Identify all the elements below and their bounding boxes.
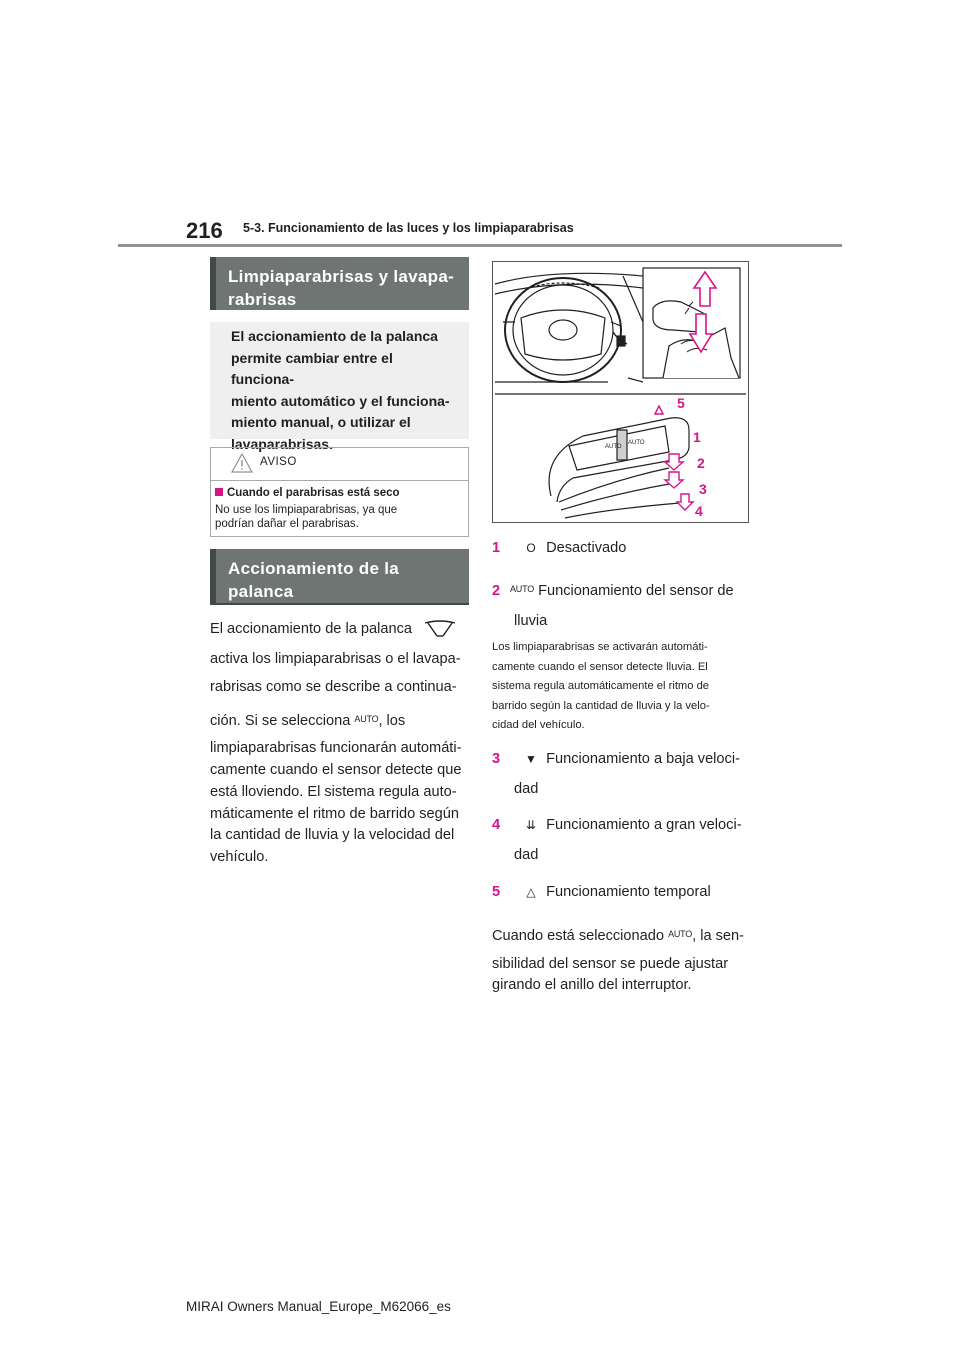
summary-line: lavaparabrisas. <box>231 435 333 452</box>
heading-lever-operation <box>210 549 469 624</box>
callout-3: 3 <box>699 481 707 497</box>
closing-text-segment: , la sen- <box>692 928 745 944</box>
summary-line: miento manual, o utilizar el <box>231 414 411 430</box>
page-number: 216 <box>186 218 223 243</box>
list-item <box>492 751 740 767</box>
warning-text-line: No use los limpiaparabrisas, ya que <box>215 504 398 516</box>
item-number: 1 <box>492 540 501 556</box>
summary-line: El accionamiento de la palanca <box>231 328 438 344</box>
item-text: Funcionamiento del sensor de <box>538 583 734 599</box>
heading-wipers-washers <box>210 257 469 310</box>
item-number: 3 <box>492 751 501 767</box>
heading-line: Limpiaparabrisas y lavapa- <box>228 267 455 286</box>
callout-2: 2 <box>697 455 705 471</box>
warning-text-line: podrían dañar el parabrisas. <box>215 518 359 530</box>
closing-line: sibilidad del sensor se puede ajustar <box>492 956 729 972</box>
item-continuation: lluvia <box>514 613 548 629</box>
summary-line: permite cambiar entre el funciona- <box>231 349 393 387</box>
item-continuation: dad <box>514 781 539 797</box>
list-item <box>492 583 734 599</box>
header-rule <box>118 244 842 247</box>
closing-text-segment: Cuando está seleccionado <box>492 928 669 944</box>
callout-5: 5 <box>677 395 685 411</box>
warning-text <box>215 503 460 531</box>
list-item <box>492 884 711 900</box>
item-text: Funcionamiento a gran veloci- <box>546 817 742 833</box>
body-line: la cantidad de lluvia y la velocidad del <box>210 827 455 844</box>
body-line: rabrisas como se describe a continua- <box>210 678 457 695</box>
body-line: limpiaparabrisas funcionarán automáti- <box>210 740 462 757</box>
off-symbol: O <box>526 541 536 555</box>
low-speed-symbol: ▼ <box>525 752 537 766</box>
body-line: activa los limpiaparabrisas o el lavapa- <box>210 650 461 667</box>
section-title: 5-3. Funcionamiento de las luces y los limpiaparabrisas <box>243 221 574 235</box>
body-text-segment: El accionamiento de la palanca <box>210 621 413 637</box>
note-line: barrido según la cantidad de lluvia y la velo- <box>492 699 710 712</box>
wiper-lever-illustration <box>492 261 749 523</box>
warning-header <box>211 448 468 481</box>
summary-box <box>210 322 469 452</box>
callout-1: 1 <box>693 429 701 445</box>
warning-subheading-text: Cuando el parabrisas está seco <box>227 487 400 499</box>
mist-symbol: △ <box>526 885 536 899</box>
body-line: está lloviendo. El sistema regula auto- <box>210 783 457 800</box>
note-line: Los limpiaparabrisas se activarán automáti- <box>492 641 708 653</box>
warning-box <box>210 447 469 537</box>
body-text-segment: ción. Si se selecciona <box>210 713 355 730</box>
body-line: vehículo. <box>210 849 269 866</box>
item-number: 2 <box>492 583 501 599</box>
body-text-segment: , los <box>378 713 406 730</box>
list-item <box>492 817 742 833</box>
body-line: máticamente el ritmo de barrido según <box>210 805 460 822</box>
wiper-icon <box>422 619 458 639</box>
square-bullet-icon <box>215 488 223 496</box>
closing-line <box>492 928 762 944</box>
item-text: Funcionamiento temporal <box>546 884 711 900</box>
lever-auto-label: AUTO <box>628 440 645 446</box>
list-item <box>492 540 626 556</box>
note-line: camente cuando el sensor detecte lluvia. El <box>492 660 708 673</box>
body-line: camente cuando el sensor detecte que <box>210 761 462 778</box>
item-text: Desactivado <box>546 540 627 556</box>
item-number: 5 <box>492 884 501 900</box>
heading-line: Accionamiento de la palanca <box>228 559 400 601</box>
body-line <box>210 619 472 641</box>
footer-manual-name: MIRAI Owners Manual_Europe_M62066_es <box>186 1299 451 1314</box>
item-number: 4 <box>492 817 501 833</box>
summary-line: miento automático y el funciona- <box>231 392 450 409</box>
warning-label: AVISO <box>260 456 297 468</box>
body-line <box>210 709 472 731</box>
warning-subheading <box>215 487 400 499</box>
rain-sensor-note <box>492 638 750 736</box>
heading-line: del limpiaparabrisas <box>228 605 399 624</box>
heading-line: rabrisas <box>228 290 297 309</box>
lever-auto-label: AUTO <box>605 444 622 450</box>
callout-4: 4 <box>695 503 703 519</box>
closing-line: girando el anillo del interruptor. <box>492 977 692 993</box>
item-text: Funcionamiento a baja veloci- <box>546 751 740 767</box>
auto-symbol: AUTO <box>668 929 693 939</box>
auto-symbol: AUTO <box>510 584 535 594</box>
illustration-drawing <box>493 262 748 522</box>
high-speed-symbol: ⇊ <box>525 818 537 832</box>
heading-rule <box>210 603 469 605</box>
note-line: sistema regula automáticamente el ritmo de <box>492 680 710 692</box>
auto-symbol: AUTO <box>354 714 379 725</box>
warning-triangle-icon <box>231 453 253 473</box>
body-text <box>210 619 472 869</box>
item-continuation: dad <box>514 847 539 863</box>
note-line: cidad del vehículo. <box>492 719 585 731</box>
